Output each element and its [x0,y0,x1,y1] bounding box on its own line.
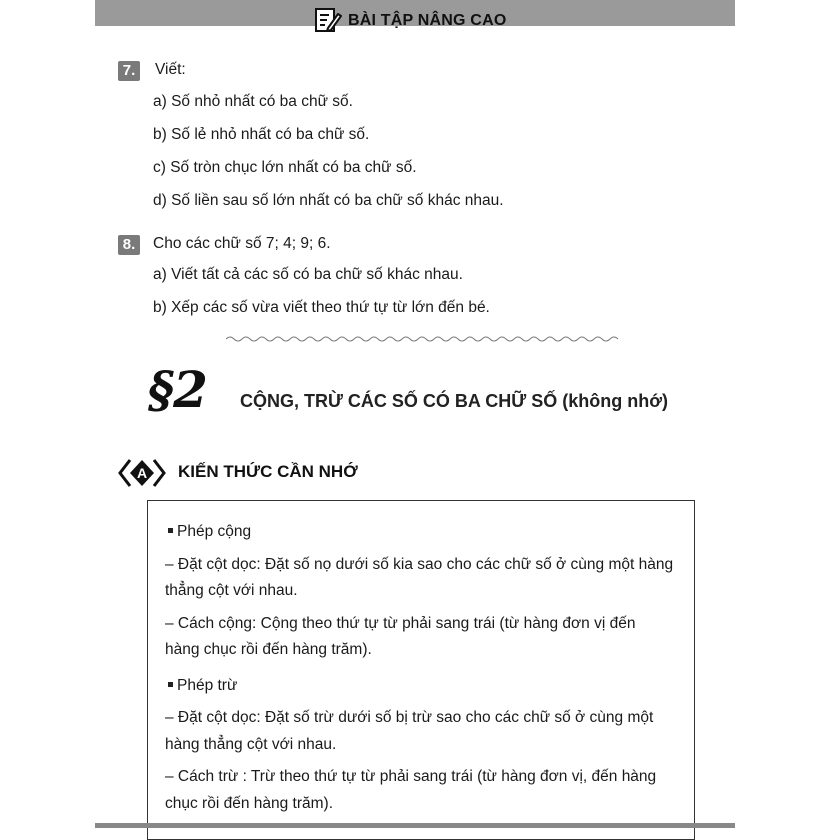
section-a-badge-icon [116,458,168,488]
bullet-icon [168,682,173,687]
knowledge-line: hàng chục rồi đến hàng trăm). [165,641,372,658]
knowledge-line: hàng thẳng cột với nhau. [165,736,337,753]
exercise-7-item-b: b) Số lẻ nhỏ nhất có ba chữ số. [153,126,370,143]
bottom-bar [95,823,735,828]
exercise-7-item-c: c) Số tròn chục lớn nhất có ba chữ số. [153,159,417,176]
wavy-divider [226,334,622,344]
exercise-8-prompt: Cho các chữ số 7; 4; 9; 6. [153,235,331,252]
exercise-7-prompt: Viết: [155,61,186,78]
bullet-icon [168,528,173,533]
knowledge-subtraction-heading [168,677,237,695]
exercise-7-number: 7. [118,61,140,81]
knowledge-line: – Cách trừ : Trừ theo thứ tự từ phải sang trái (từ hàng đơn vị, đến hàng [165,768,657,785]
header [314,4,506,36]
knowledge-box [147,500,695,840]
section-number: §2 [148,360,207,419]
section-title-paren: (không nhớ) [562,391,669,411]
header-title: BÀI TẬP NÂNG CAO [348,12,507,29]
exercise-7-item-a: a) Số nhỏ nhất có ba chữ số. [153,93,353,110]
section-title-main: CỘNG, TRỪ CÁC SỐ CÓ BA CHỮ SỐ [240,391,558,411]
knowledge-title: KIẾN THỨC CẦN NHỚ [178,462,358,481]
edit-notes-icon [314,6,342,34]
exercise-7-item-d: d) Số liền sau số lớn nhất có ba chữ số khác nhau. [153,192,504,209]
knowledge-addition-heading [168,523,251,541]
knowledge-line: Phép trừ [177,677,238,694]
exercise-8-item-b: b) Xếp các số vừa viết theo thứ tự từ lớn đến bé. [153,299,490,316]
section-a-badge-letter: A [136,465,148,481]
knowledge-line: – Đặt cột dọc: Đặt số nọ dưới số kia sao cho các chữ số ở cùng một hàng [165,556,674,573]
section-title [240,391,668,412]
knowledge-line: Phép cộng [177,523,252,540]
knowledge-line: thẳng cột với nhau. [165,582,298,599]
exercise-8-item-a: a) Viết tất cả các số có ba chữ số khác nhau. [153,266,463,283]
knowledge-line: – Cách cộng: Cộng theo thứ tự từ phải sang trái (từ hàng đơn vị đến [165,615,636,632]
knowledge-line: – Đặt cột dọc: Đặt số trừ dưới số bị trừ sao cho các chữ số ở cùng một [165,709,654,726]
knowledge-line: chục rồi đến hàng trăm). [165,795,334,812]
exercise-8-number: 8. [118,235,140,255]
